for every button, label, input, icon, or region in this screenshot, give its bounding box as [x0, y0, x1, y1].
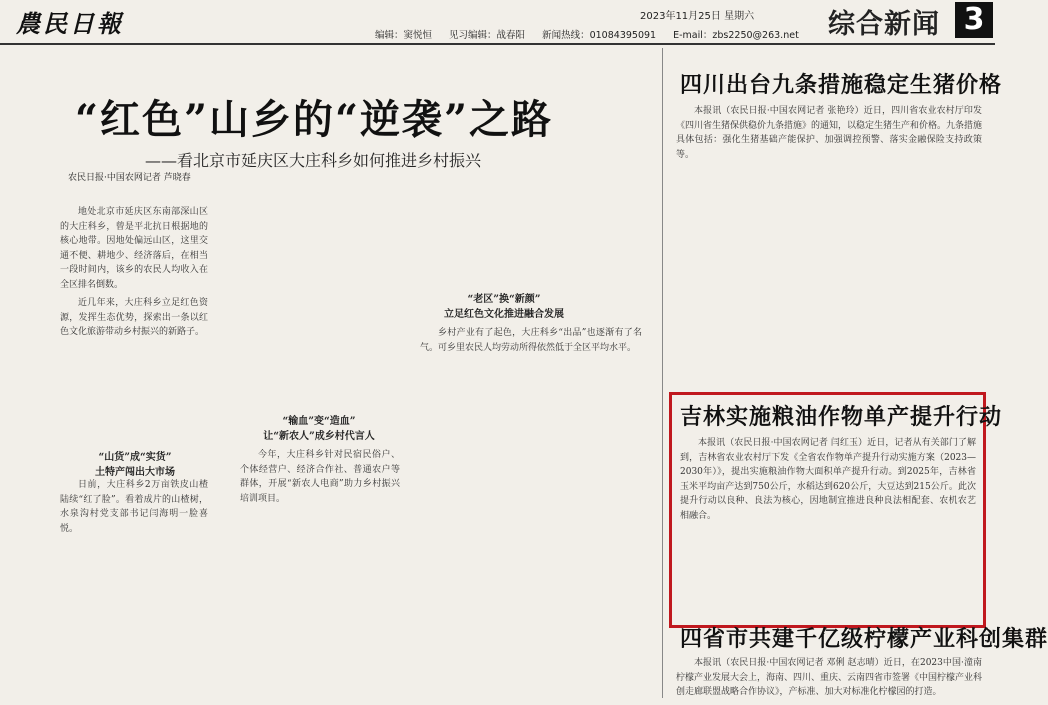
main-subtitle: ——看北京市延庆区大庄科乡如何推进乡村振兴 — [145, 151, 482, 170]
email: E-mail：zbs2250@263.net — [673, 30, 799, 41]
hotline: 新闻热线：01084395091 — [542, 30, 657, 41]
jilin-body — [680, 436, 976, 618]
subhead-2-line-2: 让“新农人”成乡村代言人 — [263, 431, 375, 442]
main-column-1b — [60, 478, 208, 698]
main-paragraph-3: 今年，大庄科乡针对民宿民俗户、个体经营户、经济合作社、普通农户等群体，开展“新农人电商”助力乡村振兴培训项目。 — [240, 450, 400, 504]
section-title: 综合新闻 — [828, 9, 940, 40]
subhead-2 — [244, 412, 394, 442]
lemon-headline: 四省市共建千亿级柠檬产业科创集群 — [680, 626, 1048, 652]
subhead-1 — [60, 448, 210, 478]
lemon-text: 本报讯（农民日报·中国农网记者 邓俐 赵志晴）近日，在2023中国·潼南柠檬产业发展大会上，海南、四川、重庆、云南四省市签署《中国柠檬产业科创走廊联盟战略合作协议》，产标准、加大对标准化柠檬园的打造。 — [676, 658, 983, 697]
subhead-3-line-1: “老区”换“新颜” — [467, 294, 541, 305]
column-divider — [662, 48, 663, 698]
credits-line — [375, 27, 813, 41]
main-byline: 农民日报·中国农网记者 芦晓春 — [68, 173, 191, 183]
sichuan-text: 本报讯（农民日报·中国农网记者 张艳玲）近日，四川省农业农村厅印发《四川省生猪保供稳价九条措施》的通知，以稳定生猪生产和价格。九条措施具体包括：强化生猪基础产能保护、加强调控预警、落实金融保险支持政策等。 — [676, 106, 983, 160]
masthead-rule — [0, 43, 995, 45]
main-lead: 地处北京市延庆区东南部深山区的大庄科乡，曾是平北抗日根据地的核心地带。因地处偏远山区，这里交通不便、耕地少、经济落后，在相当一段时间内，该乡的农民人均收入在全区排名倒数。 — [60, 207, 208, 290]
sichuan-body — [676, 104, 982, 384]
main-column-2 — [240, 448, 400, 698]
subhead-2-line-1: “输血”变“造血” — [282, 416, 356, 427]
editor-credit: 编辑：窦悦恒 — [375, 30, 433, 41]
main-paragraph-4: 乡村产业有了起色，大庄科乡“出品”也逐渐有了名气。可乡里农民人均劳动所得依然低于全区平均水平。 — [420, 328, 642, 353]
subhead-1-line-1: “山货”成“实货” — [98, 452, 172, 463]
main-headline: “红色”山乡的“逆袭”之路 — [75, 96, 554, 143]
subhead-3 — [424, 290, 584, 320]
subhead-1-line-2: 土特产闯出大市场 — [95, 467, 175, 478]
main-paragraph-1: 近几年来，大庄科乡立足红色资源，发挥生态优势，探索出一条以红色文化旅游带动乡村振兴的新路子。 — [60, 298, 208, 337]
jilin-text: 本报讯（农民日报·中国农网记者 闫红玉）近日，记者从有关部门了解到，吉林省农业农村厅下发《全省农作物单产提升行动实施方案（2023—2030年）》，提出实施粮油作物大面积单产提升行动。到2025年，吉林省玉米平均亩产达到750公斤，水稻达到620公斤，大豆达到215公斤。此次提升行动以良种、良法为核心，因地制宜推进良种良法相配套、农机农艺相融合。 — [680, 438, 976, 521]
sichuan-headline: 四川出台九条措施稳定生猪价格 — [680, 72, 1003, 98]
intern-credit: 见习编辑：战春阳 — [449, 30, 526, 41]
main-lead-column — [60, 205, 208, 425]
subhead-3-line-2: 立足红色文化推进融合发展 — [444, 309, 564, 320]
issue-date: 2023年11月25日 星期六 — [640, 11, 755, 22]
page-number: 3 — [955, 2, 993, 38]
jilin-headline: 吉林实施粮油作物单产提升行动 — [680, 404, 1003, 430]
lemon-body — [676, 656, 982, 702]
main-column-3 — [420, 326, 642, 696]
main-paragraph-2: 日前，大庄科乡2万亩铁皮山楂陆续“红了脸”。看着成片的山楂树，水泉沟村党支部书记闫海明一脸喜悦。 — [60, 480, 208, 534]
newspaper-logo: 農民日報 — [16, 9, 124, 38]
masthead — [0, 0, 995, 44]
